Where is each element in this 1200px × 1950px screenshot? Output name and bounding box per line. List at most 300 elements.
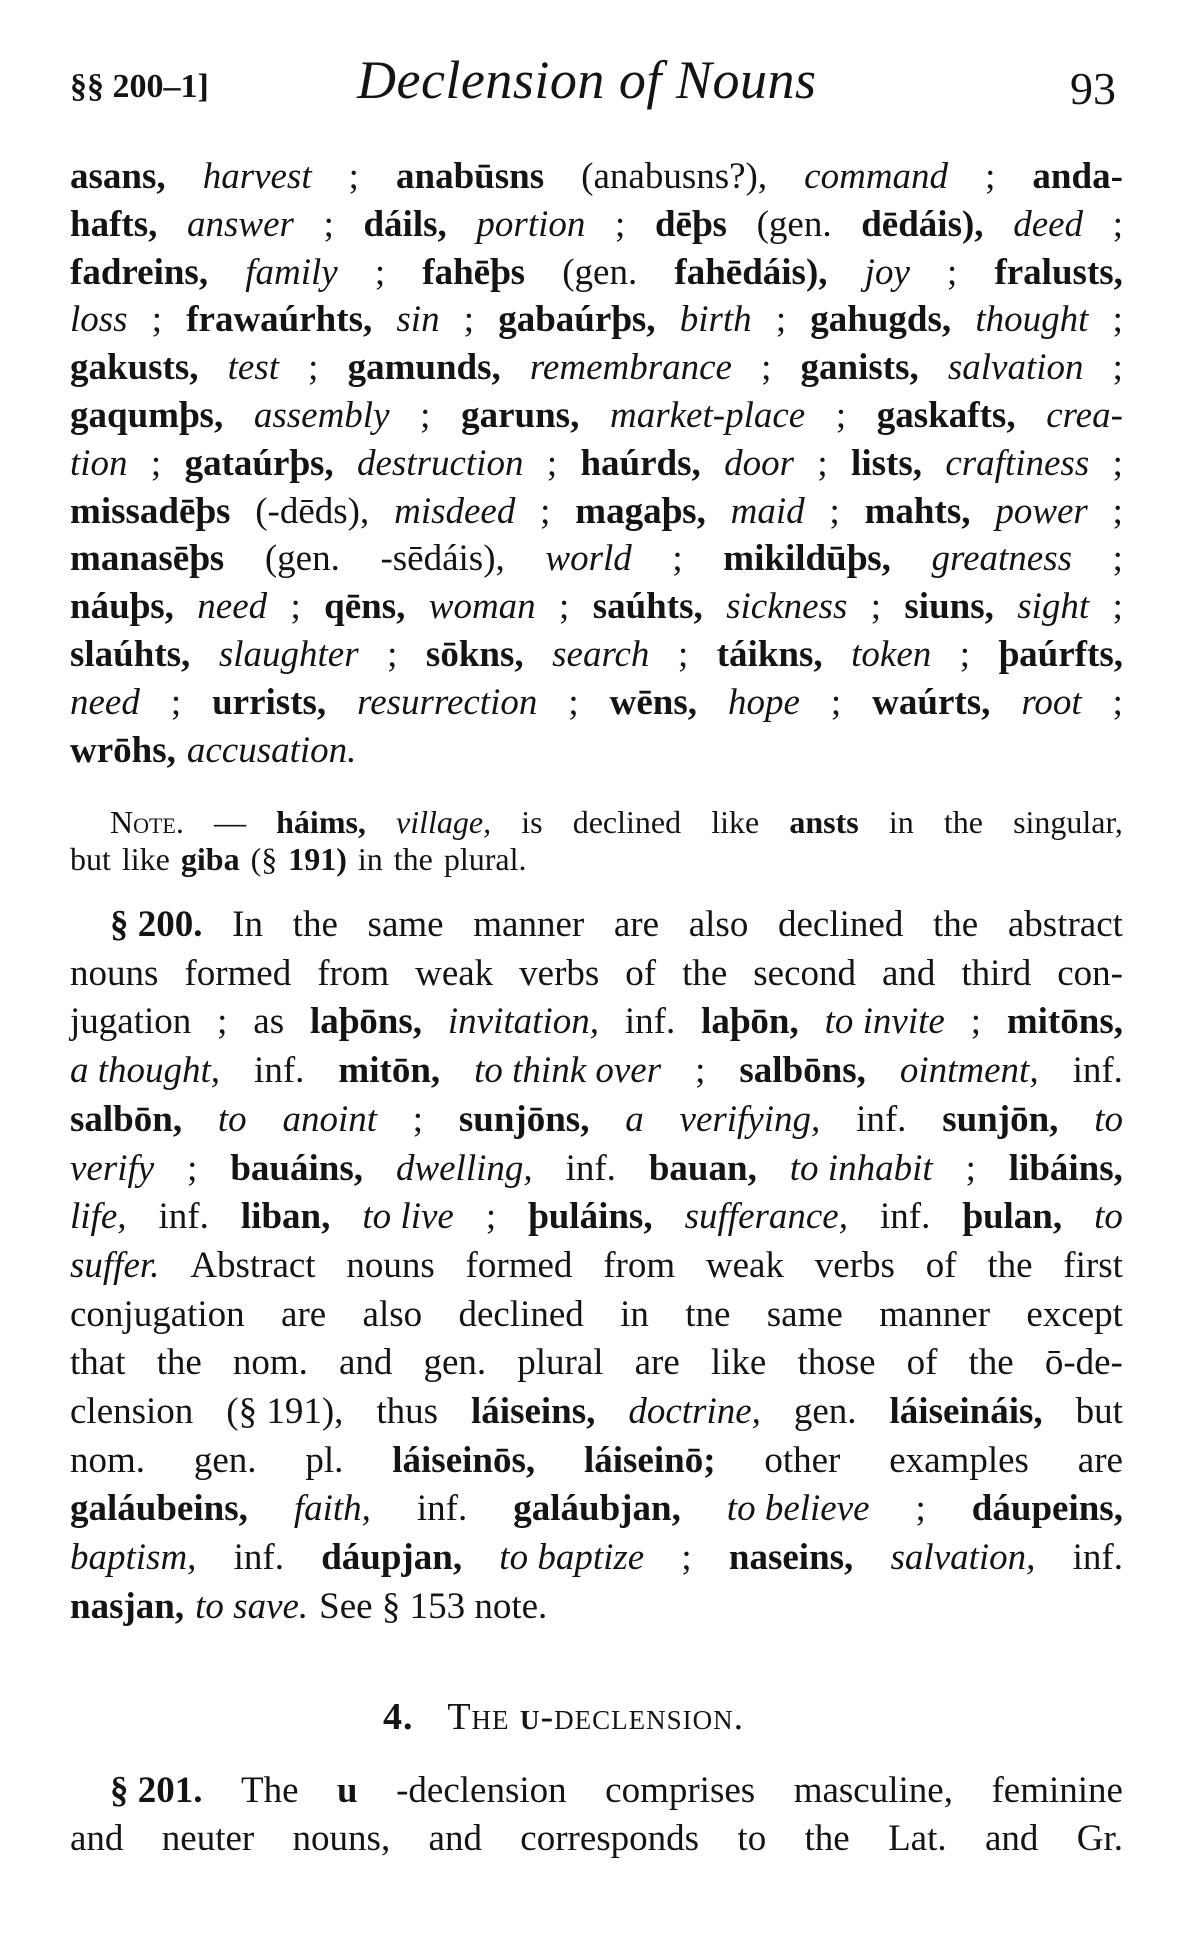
text-word: examples [889, 1439, 1029, 1481]
gloss-word: maid [730, 490, 805, 532]
gloss-word: to [217, 1098, 247, 1140]
text-word: Abstract [190, 1244, 316, 1286]
gothic-word: anabūsns [396, 156, 545, 197]
gloss-word: birth [679, 299, 752, 341]
text-line [70, 1342, 1123, 1384]
text-word: in [620, 1293, 649, 1335]
text-word: of [906, 1342, 938, 1384]
text-word: verbs [519, 952, 600, 994]
gloss-word: crea- [1046, 395, 1123, 436]
text-word: ; [970, 1001, 981, 1043]
gothic-word: nasjan, [70, 1585, 185, 1627]
text-word: but [70, 841, 111, 877]
text-word: ; [463, 299, 475, 341]
text-word: inf. [233, 1537, 284, 1579]
text-word: and [338, 1342, 393, 1384]
text-word: (§ 191), [226, 1391, 344, 1432]
text-word: ; [290, 586, 301, 628]
text-word: ; [485, 1196, 497, 1238]
text-line [70, 1098, 1123, 1140]
text-word: like [121, 841, 170, 877]
gloss-word: doctrine, [628, 1391, 761, 1432]
text-word: those [797, 1342, 876, 1384]
gothic-word: missadēþs [70, 490, 231, 532]
text-word: manner [879, 1293, 991, 1335]
gothic-word: fahēþs [422, 251, 526, 293]
gloss-word: salvation, [890, 1537, 1036, 1579]
gothic-word: dáils, [363, 203, 447, 245]
text-word: declined [572, 804, 682, 840]
text-line [70, 1001, 1123, 1043]
text-word: ; [217, 1001, 228, 1043]
text-word: inf. [1072, 1050, 1123, 1092]
text-word: other [764, 1439, 841, 1481]
gothic-word: dáupjan, [321, 1537, 463, 1579]
gloss-word: sight [1017, 586, 1090, 628]
text-word: also [688, 904, 749, 945]
text-line [70, 1050, 1123, 1092]
gloss-word: hope [727, 681, 800, 723]
gothic-word: gaqumþs, [70, 395, 224, 436]
gothic-word: u [337, 1770, 358, 1811]
text-word: ; [672, 538, 683, 580]
gothic-word: galáubeins, [70, 1488, 248, 1530]
text-word: ; [965, 1147, 976, 1189]
text-line [70, 1585, 1123, 1627]
text-word: are [1077, 1439, 1123, 1481]
text-word: ; [1112, 490, 1123, 532]
gloss-word: power [995, 490, 1088, 532]
text-word: ; [915, 1488, 926, 1530]
gloss-word: life, [70, 1196, 127, 1238]
text-word: ; [985, 156, 996, 197]
gothic-word: bauáins, [230, 1147, 364, 1189]
gothic-word: giba [180, 841, 240, 877]
text-word: plural. [443, 841, 527, 877]
gothic-word: þulan, [962, 1196, 1063, 1238]
text-word: third [961, 952, 1032, 994]
gloss-word: joy [864, 251, 910, 293]
text-word: Lat. [888, 1818, 947, 1859]
gloss-word: sin [396, 299, 440, 341]
gothic-word: gaskafts, [876, 395, 1016, 436]
text-line [70, 1196, 1123, 1238]
text-word: ; [829, 490, 840, 532]
text-word: are [634, 1342, 680, 1384]
text-word: in [888, 804, 914, 840]
text-word: neuter [161, 1818, 255, 1859]
gothic-word: mikildūþs, [723, 538, 891, 580]
text-word: tne [685, 1293, 731, 1335]
text-line [70, 1820, 1123, 1857]
gothic-word: ansts [789, 804, 859, 840]
text-word: jugation [70, 1001, 192, 1043]
gothic-word: magaþs, [575, 490, 706, 532]
text-word: of [625, 952, 657, 994]
text-word: (anabusns?), [581, 156, 768, 197]
text-word: nom. [70, 1439, 146, 1481]
text-word: ; [947, 251, 958, 293]
text-line [70, 1772, 1123, 1809]
gothic-word: hafts, [70, 203, 158, 245]
gothic-word: salbōns, [739, 1050, 866, 1092]
gothic-word: sunjōn, [942, 1098, 1059, 1140]
text-word: In [232, 904, 263, 945]
text-word: of [925, 1244, 957, 1286]
text-word: -declension [396, 1770, 567, 1811]
text-word: the [292, 904, 338, 945]
gloss-word: to inhabit [789, 1147, 933, 1189]
gothic-word: láiseináis, [889, 1391, 1043, 1432]
text-word: the [393, 841, 433, 877]
text-word: gen. [193, 1439, 257, 1481]
text-word: ; [1112, 538, 1123, 580]
text-line [70, 952, 1123, 994]
gothic-word: gamunds, [347, 347, 501, 389]
text-line [70, 1439, 1123, 1481]
gothic-word: laþōn, [701, 1001, 799, 1043]
gloss-word: sickness [726, 586, 848, 628]
running-header-title: Declension of Nouns [357, 50, 817, 110]
text-word: ; [374, 251, 386, 293]
section-heading-u-declension [383, 1698, 744, 1736]
text-word: (gen. [562, 251, 638, 293]
text-word: ; [568, 681, 579, 723]
gothic-word: láiseins, [471, 1391, 596, 1432]
text-word: the [987, 1244, 1033, 1286]
text-word: and [70, 1818, 124, 1859]
text-word: ; [308, 347, 319, 389]
gloss-word: to believe [726, 1488, 870, 1530]
gothic-word: fralusts, [994, 251, 1123, 293]
gloss-word: test [227, 347, 280, 389]
gloss-word: ointment, [899, 1050, 1039, 1092]
gothic-word: lists, [851, 442, 922, 484]
gloss-word: tion [70, 442, 128, 484]
gloss-word: invitation, [447, 1001, 599, 1043]
gothic-word: haúrds, [580, 442, 701, 484]
gothic-word: ganists, [800, 347, 919, 389]
gloss-word: to save. [195, 1585, 309, 1627]
text-word: abstract [1007, 904, 1123, 945]
gothic-word: libáins, [1008, 1147, 1123, 1189]
gothic-word: salbōn, [70, 1098, 183, 1140]
text-word: like [711, 804, 760, 840]
gothic-word: fadreins, [70, 251, 209, 293]
gloss-word: village, [396, 804, 492, 840]
gloss-word: baptism, [70, 1537, 197, 1579]
text-word: Note. [110, 804, 184, 840]
gothic-word: sunjōns, [458, 1098, 590, 1140]
gothic-word: saúhts, [592, 586, 703, 628]
gloss-word: resurrection [357, 681, 538, 723]
text-word: as [253, 1001, 285, 1043]
text-word: ; [761, 347, 772, 389]
gothic-word: § 200. [110, 904, 203, 945]
text-word: declined [778, 904, 904, 945]
gloss-word: accusation. [186, 729, 357, 771]
gloss-word: verifying, [679, 1098, 821, 1140]
text-line [70, 203, 1123, 245]
text-word: con- [1057, 952, 1123, 994]
gloss-word: need [197, 586, 268, 628]
text-word: (-dēds), [255, 490, 370, 532]
text-line [70, 1244, 1123, 1286]
gothic-word: frawaúrhts, [186, 299, 373, 341]
gloss-word: world [545, 538, 632, 580]
gothic-word: 191) [288, 841, 347, 877]
text-word: plural [517, 1342, 604, 1384]
text-word: are [613, 904, 660, 945]
section-heading-rest: -declension. [540, 1696, 745, 1738]
gloss-word: misdeed [394, 490, 516, 532]
gloss-word: to [1094, 1196, 1123, 1238]
text-word: the [804, 1818, 850, 1859]
gothic-word: slaúhts, [70, 634, 191, 675]
text-line [70, 1147, 1123, 1189]
text-word: nouns [346, 1244, 435, 1286]
gloss-word: verify [70, 1147, 155, 1189]
gothic-word: asans, [70, 156, 166, 197]
gloss-word: need [70, 681, 140, 723]
gothic-word: garuns, [461, 395, 580, 436]
text-line [70, 1293, 1123, 1335]
text-word: ; [1112, 681, 1123, 723]
gothic-word: náuþs, [70, 586, 174, 628]
text-word: inf. [624, 1001, 676, 1043]
text-word: nouns, [292, 1818, 391, 1859]
text-word: the [933, 904, 979, 945]
text-word: ; [681, 1537, 692, 1579]
gothic-word: mitōns, [1006, 1001, 1123, 1043]
text-word: gen. [423, 1342, 487, 1384]
gloss-word: root [1021, 681, 1082, 723]
gloss-word: harvest [202, 156, 312, 197]
text-word: (gen. [264, 538, 340, 580]
text-word: comprises [605, 1770, 756, 1811]
text-word: ; [348, 156, 359, 197]
text-word: ; [323, 203, 334, 245]
text-word: The [241, 1770, 299, 1811]
gloss-word: faith, [293, 1488, 371, 1530]
text-word: inf. [565, 1147, 616, 1189]
gothic-word: mitōn, [338, 1050, 441, 1092]
gloss-word: market-place [610, 395, 806, 436]
gothic-word: dēþs [654, 203, 727, 245]
text-word: nom. [232, 1342, 308, 1384]
gothic-word: wrōhs, [70, 729, 176, 771]
text-word: inf. [880, 1196, 931, 1238]
text-word: See § 153 note. [319, 1585, 548, 1627]
gloss-word: craftiness [945, 442, 1090, 484]
gothic-word: gabaúrþs, [498, 299, 656, 341]
text-line [70, 158, 1123, 195]
text-word: singular, [1013, 804, 1123, 840]
text-word: formed [465, 1244, 573, 1286]
text-line [70, 1488, 1123, 1530]
text-line [70, 1537, 1123, 1579]
text-word: inf. [416, 1488, 468, 1530]
text-line [70, 636, 1123, 673]
text-word: ; [170, 681, 182, 723]
text-word: ; [559, 586, 570, 628]
text-word: and [881, 952, 936, 994]
text-word: the [682, 952, 728, 994]
text-word: ; [835, 395, 847, 436]
text-word: second [753, 952, 856, 994]
gloss-word: to baptize [499, 1537, 645, 1579]
gloss-word: portion [476, 203, 586, 245]
text-line [70, 1393, 1123, 1430]
gothic-word: wēns, [609, 681, 697, 723]
text-word: ; [1112, 203, 1123, 245]
gloss-word: to [1094, 1098, 1123, 1140]
gloss-word: a thought, [70, 1050, 221, 1092]
text-word: — [214, 804, 246, 840]
gloss-word: search [552, 634, 650, 675]
text-word: ; [870, 586, 882, 628]
text-word: ; [677, 634, 689, 675]
text-line [70, 681, 1123, 723]
text-line [70, 490, 1123, 532]
gothic-word: laþōns, [309, 1001, 423, 1043]
text-word: and [428, 1818, 482, 1859]
text-word: ; [1112, 347, 1123, 389]
text-word: also [362, 1293, 423, 1335]
gothic-word: gahugds, [810, 299, 952, 341]
text-line [70, 906, 1123, 943]
text-word: ; [1112, 586, 1123, 628]
gothic-word: dáupeins, [971, 1488, 1123, 1530]
text-word: is [521, 804, 543, 840]
text-word: except [1026, 1293, 1123, 1335]
text-word: first [1063, 1244, 1123, 1286]
gothic-word: siuns, [904, 586, 994, 628]
gloss-word: door [724, 442, 795, 484]
text-line [70, 251, 1123, 293]
gloss-word: destruction [356, 442, 524, 484]
gloss-word: thought [975, 299, 1089, 341]
gloss-word: dwelling, [395, 1147, 533, 1189]
text-word: from [603, 1244, 676, 1286]
section-heading-the: The [447, 1696, 510, 1738]
text-word: ; [1112, 299, 1123, 341]
gothic-word: háims, [276, 804, 366, 840]
text-word: ō-de- [1044, 1342, 1123, 1384]
running-header-section-range: §§ 200–1] [70, 68, 209, 105]
text-word: like [710, 1342, 767, 1384]
text-word: pl. [305, 1439, 344, 1481]
text-word: conjugation [70, 1293, 245, 1335]
text-line [70, 347, 1123, 389]
text-line [70, 729, 1123, 771]
gloss-word: woman [428, 586, 536, 628]
text-word: (§ [250, 841, 278, 877]
text-word: verbs [814, 1244, 895, 1286]
gothic-word: mahts, [864, 490, 971, 532]
text-word: are [281, 1293, 327, 1335]
text-word: and [984, 1818, 1039, 1859]
text-word: manner [473, 904, 585, 945]
gloss-word: loss [70, 299, 128, 341]
page-number: 93 [1070, 63, 1116, 114]
text-word: gen. [793, 1391, 857, 1432]
text-word: Gr. [1076, 1818, 1123, 1859]
gothic-word: naseins, [728, 1537, 854, 1579]
gothic-word: gakusts, [70, 347, 199, 389]
text-word: inf. [158, 1196, 209, 1238]
text-word: ; [387, 634, 398, 675]
text-word: ; [412, 1098, 424, 1140]
text-word: thus [376, 1391, 439, 1432]
gloss-word: slaughter [218, 634, 359, 675]
gothic-word: urrists, [212, 681, 327, 723]
gloss-word: assembly [253, 395, 390, 436]
gothic-word: fahēdáis), [674, 251, 828, 293]
text-word: to [737, 1818, 767, 1859]
gothic-word: dēdáis), [861, 203, 984, 245]
text-word: the [156, 1342, 202, 1384]
text-word: ; [151, 299, 163, 341]
text-word: feminine [991, 1770, 1123, 1811]
text-word: ; [420, 395, 431, 436]
gothic-word: § 201. [110, 1770, 203, 1811]
gothic-word: þaúrfts, [998, 634, 1123, 675]
gloss-word: to live [362, 1196, 454, 1238]
section-heading-u: u [520, 1696, 541, 1738]
text-line [70, 586, 1123, 628]
text-line [70, 538, 1123, 580]
text-word: (gen. [756, 203, 832, 245]
text-word: weak [705, 1244, 784, 1286]
text-word: inf. [1072, 1537, 1123, 1579]
gothic-word: waúrts, [872, 681, 991, 723]
text-word: same [367, 904, 444, 945]
gothic-word: manasēþs [70, 538, 225, 580]
gothic-word: galáubjan, [513, 1488, 681, 1530]
gloss-word: greatness [931, 538, 1072, 580]
gloss-word: salvation [947, 347, 1084, 389]
text-word: ; [959, 634, 971, 675]
text-word: ; [830, 681, 842, 723]
gloss-word: remembrance [529, 347, 732, 389]
text-word: the [943, 804, 983, 840]
text-word: ; [546, 442, 558, 484]
gothic-word: þuláins, [528, 1196, 653, 1238]
text-word: formed [184, 952, 292, 994]
text-word: ; [150, 442, 162, 484]
gothic-word: láiseinōs, [392, 1439, 536, 1481]
gloss-word: to think over [474, 1050, 662, 1092]
gloss-word: to invite [824, 1001, 945, 1043]
text-word: inf. [856, 1098, 907, 1140]
gloss-word: a [625, 1098, 644, 1140]
text-word: the [968, 1342, 1014, 1384]
text-word: but [1075, 1391, 1123, 1432]
gloss-word: answer [187, 203, 294, 245]
text-word: ; [1112, 442, 1123, 484]
text-line [70, 442, 1123, 484]
gothic-word: bauan, [648, 1147, 757, 1189]
gothic-word: qēns, [324, 586, 406, 628]
text-line [70, 299, 1123, 341]
text-word: nouns [70, 952, 159, 994]
gloss-word: deed [1013, 203, 1084, 245]
text-word: inf. [254, 1050, 305, 1092]
text-line [70, 843, 1123, 875]
text-word: ; [187, 1147, 198, 1189]
text-word: weak [415, 952, 494, 994]
